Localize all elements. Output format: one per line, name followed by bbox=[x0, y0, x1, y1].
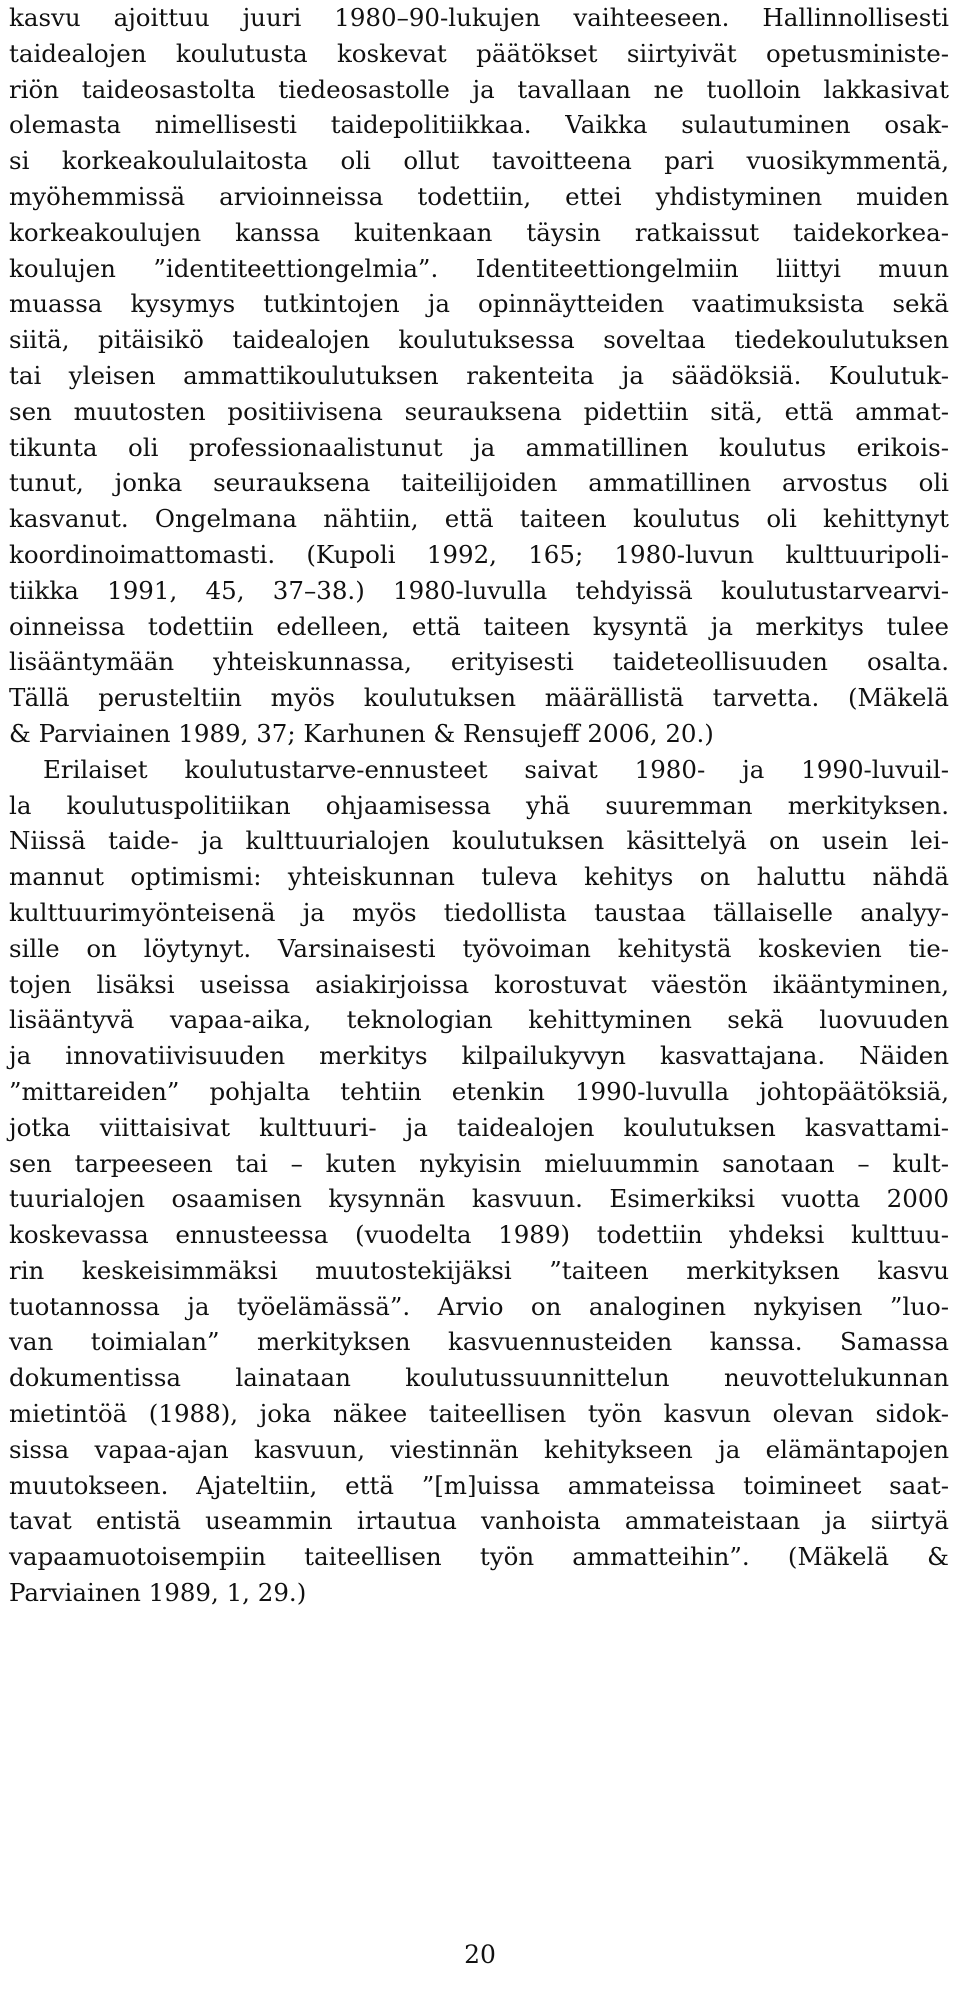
text-line: mietintöä (1988), joka näkee taiteellisen työn kasvun olevan sidok- bbox=[9, 1399, 949, 1429]
text-line: kulttuurimyönteisenä ja myös tiedollista taustaa tällaiselle analyy- bbox=[9, 897, 949, 927]
text-line: van toimialan” merkityksen kasvuennusteiden kanssa. Samassa bbox=[9, 1327, 949, 1357]
text-line: sen tarpeeseen tai – kuten nykyisin mieluummin sanotaan – kult- bbox=[9, 1148, 949, 1178]
text-line: olemasta nimellisesti taidepolitiikkaa. Vaikka sulautuminen osak- bbox=[9, 110, 949, 140]
text-line: myöhemmissä arvioinneissa todettiin, ettei yhdistyminen muiden bbox=[9, 181, 949, 211]
text-line: riön taideosastolta tiedeosastolle ja tavallaan ne tuolloin lakkasivat bbox=[9, 74, 949, 104]
text-line: korkeakoulujen kanssa kuitenkaan täysin ratkaissut taidekorkea- bbox=[9, 217, 949, 247]
text-line: vapaamuotoisempiin taiteellisen työn ammatteihin”. (Mäkelä & bbox=[9, 1542, 949, 1572]
document-page bbox=[9, 0, 949, 1999]
text-line: sen muutosten positiivisena seurauksena pidettiin sitä, että ammat- bbox=[9, 396, 949, 426]
body-text bbox=[9, 0, 949, 1611]
text-line: sille on löytynyt. Varsinaisesti työvoiman kehitystä koskevien tie- bbox=[9, 933, 949, 963]
text-line: tuurialojen osaamisen kysynnän kasvuun. Esimerkiksi vuotta 2000 bbox=[9, 1184, 949, 1214]
text-line: mannut optimismi: yhteiskunnan tuleva kehitys on haluttu nähdä bbox=[9, 862, 949, 892]
paragraph-1 bbox=[9, 0, 949, 752]
text-line: sissa vapaa-ajan kasvuun, viestinnän kehitykseen ja elämäntapojen bbox=[9, 1434, 949, 1464]
text-line: siitä, pitäisikö taidealojen koulutuksessa soveltaa tiedekoulutuksen bbox=[9, 325, 949, 355]
text-line: kasvanut. Ongelmana nähtiin, että taiteen koulutus oli kehittynyt bbox=[9, 504, 949, 534]
text-line: tikunta oli professionaalistunut ja ammatillinen koulutus erikois- bbox=[9, 432, 949, 462]
text-line: Erilaiset koulutustarve-ennusteet saivat 1980- ja 1990-luvuil- bbox=[43, 754, 949, 784]
text-line: tojen lisäksi useissa asiakirjoissa korostuvat väestön ikääntyminen, bbox=[9, 969, 949, 999]
text-line: tavat entistä useammin irtautua vanhoista ammateistaan ja siirtyä bbox=[9, 1506, 949, 1536]
text-line: Tällä perusteltiin myös koulutuksen määrällistä tarvetta. (Mäkelä bbox=[9, 683, 949, 713]
text-line: rin keskeisimmäksi muutostekijäksi ”taiteen merkityksen kasvu bbox=[9, 1255, 949, 1285]
paragraph-2 bbox=[9, 752, 949, 1611]
text-line: & Parviainen 1989, 37; Karhunen & Rensujeff 2006, 20.) bbox=[9, 718, 714, 748]
text-line: lisääntymään yhteiskunnassa, erityisesti taideteollisuuden osalta. bbox=[9, 647, 949, 677]
text-line: tiikka 1991, 45, 37–38.) 1980-luvulla tehdyissä koulutustarvearvi- bbox=[9, 575, 949, 605]
text-line: si korkeakoululaitosta oli ollut tavoitteena pari vuosikymmentä, bbox=[9, 146, 949, 176]
text-line: tunut, jonka seurauksena taiteilijoiden ammatillinen arvostus oli bbox=[9, 468, 949, 498]
text-line: la koulutuspolitiikan ohjaamisessa yhä suuremman merkityksen. bbox=[9, 790, 949, 820]
text-line: koulujen ”identiteettiongelmia”. Identiteettiongelmiin liittyi muun bbox=[9, 253, 949, 283]
page-number: 20 bbox=[464, 1940, 496, 1969]
text-line: lisääntyvä vapaa-aika, teknologian kehittyminen sekä luovuuden bbox=[9, 1005, 949, 1035]
text-line: taidealojen koulutusta koskevat päätökset siirtyivät opetusministe- bbox=[9, 38, 949, 68]
text-line: koskevassa ennusteessa (vuodelta 1989) todettiin yhdeksi kulttuu- bbox=[9, 1220, 949, 1250]
text-line: dokumentissa lainataan koulutussuunnittelun neuvottelukunnan bbox=[9, 1363, 949, 1393]
text-line: tai yleisen ammattikoulutuksen rakenteita ja säädöksiä. Koulutuk- bbox=[9, 360, 949, 390]
text-line: Niissä taide- ja kulttuurialojen koulutuksen käsittelyä on usein lei- bbox=[9, 826, 949, 856]
text-line: oinneissa todettiin edelleen, että taiteen kysyntä ja merkitys tulee bbox=[9, 611, 949, 641]
text-line: jotka viittaisivat kulttuuri- ja taidealojen koulutuksen kasvattami- bbox=[9, 1112, 949, 1142]
text-line: ja innovatiivisuuden merkitys kilpailukyvyn kasvattajana. Näiden bbox=[9, 1041, 949, 1071]
text-line: ”mittareiden” pohjalta tehtiin etenkin 1990-luvulla johtopäätöksiä, bbox=[9, 1076, 949, 1106]
text-line: tuotannossa ja työelämässä”. Arvio on analoginen nykyisen ”luo- bbox=[9, 1291, 949, 1321]
text-line: koordinoimattomasti. (Kupoli 1992, 165; 1980-luvun kulttuuripoli- bbox=[9, 539, 949, 569]
text-line: muassa kysymys tutkintojen ja opinnäytteiden vaatimuksista sekä bbox=[9, 289, 949, 319]
text-line: Parviainen 1989, 1, 29.) bbox=[9, 1578, 307, 1608]
text-line: kasvu ajoittuu juuri 1980–90-lukujen vaihteeseen. Hallinnollisesti bbox=[9, 3, 949, 32]
text-line: muutokseen. Ajateltiin, että ”[m]uissa ammateissa toimineet saat- bbox=[9, 1470, 949, 1500]
